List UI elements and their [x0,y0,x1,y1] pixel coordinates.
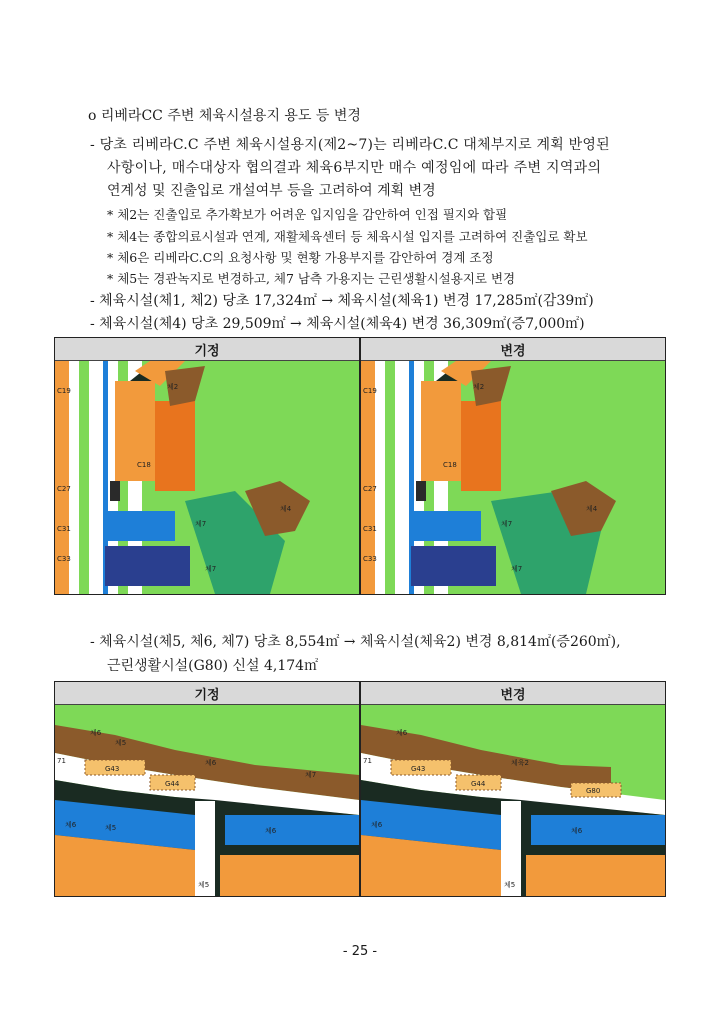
fig2-right-map [361,705,665,896]
note-line-4: * 체5는 경관녹지로 변경하고, 체7 남측 가용지는 근린생활시설용지로 변경 [107,271,516,286]
paragraph-line-1: - 당초 리베라C.C 주변 체육시설용지(제2~7)는 리베라C.C 대체부지로 계획 반영된 [90,137,610,153]
fig2-l-lbl-g43: G43 [105,765,120,773]
fig1-r-lbl-ch4: 체4 [586,505,598,513]
fig1-l-lbl-c31: C31 [57,525,71,533]
fig1-right-map [361,361,665,594]
fig2-right-header: 변경 [361,682,665,705]
fig2-left-header: 기정 [55,682,359,705]
fig1-left-header: 기정 [55,338,359,361]
fig1-l-lbl-ch7b: 체7 [205,565,217,573]
fig2-r-lbl-ch6b: 체6 [371,821,383,829]
fig2-r-lbl-g43: G43 [411,765,426,773]
change-line-3a: - 체육시설(체5, 체6, 체7) 당초 8,554㎡ → 체육시설(체육2) 변경 8,814㎡(증260㎡), [90,634,621,650]
fig1-r-lbl-c18: C18 [443,461,457,469]
fig1-l-lbl-ch7: 체7 [195,520,207,528]
fig1-l-lbl-c18: C18 [137,461,151,469]
fig2-l-lbl-ch7: 체7 [305,771,317,779]
fig1-r-lbl-ch7b: 체7 [511,565,523,573]
fig2-l-lbl-n71: 71 [57,757,66,765]
change-line-1: - 체육시설(체1, 체2) 당초 17,324㎡ → 체육시설(체육1) 변경 17,285㎡(감39㎡) [90,293,594,309]
note-line-3: * 체6은 리베라C.C의 요청사항 및 현황 가용부지를 감안하여 경계 조정 [107,250,494,265]
fig2-l-lbl-ch5c: 체5 [105,824,117,832]
fig1-r-lbl-c33: C33 [363,555,377,563]
fig2-r-lbl-ch6c: 체6 [571,827,583,835]
note-line-1: * 체2는 진출입로 추가확보가 어려운 입지임을 감안하여 인접 필지와 합필 [107,207,508,222]
fig2-left-map [55,705,359,896]
fig2-l-lbl-ch6d: 체6 [265,827,277,835]
map-figure-1 [54,337,666,595]
fig2-l-lbl-ch5: 체5 [115,739,127,747]
change-line-2: - 체육시설(체4) 당초 29,509㎡ → 체육시설(체육4) 변경 36,309㎡(증7,000㎡) [90,316,585,332]
page-number: - 25 - [342,944,378,959]
paragraph-line-2: 사항이나, 매수대상자 협의결과 체육6부지만 매수 예정임에 따라 주변 지역과의 [107,160,602,176]
fig2-r-lbl-ch2: 체육2 [511,759,529,767]
section-heading: o 리베라CC 주변 체육시설용지 용도 등 변경 [88,108,361,124]
fig1-r-lbl-c27: C27 [363,485,377,493]
fig2-r-lbl-n71: 71 [363,757,372,765]
fig2-r-lbl-g44: G44 [471,780,486,788]
note-line-2: * 체4는 종합의료시설과 연계, 재활체육센터 등 체육시설 입지를 고려하여 진출입로 확보 [107,229,588,244]
fig1-r-lbl-ch7: 체7 [501,520,513,528]
fig2-l-lbl-ch6a: 체6 [90,729,102,737]
fig1-r-lbl-c19: C19 [363,387,377,395]
fig2-r-lbl-ch5: 체5 [504,881,516,889]
fig2-l-lbl-g44: G44 [165,780,180,788]
fig2-l-lbl-ch6c: 체6 [65,821,77,829]
fig2-l-lbl-ch5b: 체5 [198,881,210,889]
fig1-r-lbl-c31: C31 [363,525,377,533]
fig1-right-header: 변경 [361,338,665,361]
change-line-3b: 근린생활시설(G80) 신설 4,174㎡ [107,658,319,674]
fig1-l-lbl-ch2: 체2 [167,383,179,391]
fig1-l-lbl-c33: C33 [57,555,71,563]
fig1-l-lbl-c19: C19 [57,387,71,395]
fig1-l-lbl-ch4: 체4 [280,505,292,513]
map-figure-2 [54,681,666,897]
fig1-left-map [55,361,359,594]
fig2-r-lbl-ch6: 체6 [396,729,408,737]
fig1-r-lbl-ch2: 체2 [473,383,485,391]
fig2-r-lbl-g80: G80 [586,787,601,795]
paragraph-line-3: 연계성 및 진출입로 개설여부 등을 고려하여 계획 변경 [107,183,436,199]
fig2-l-lbl-ch6b: 체6 [205,759,217,767]
fig1-l-lbl-c27: C27 [57,485,71,493]
